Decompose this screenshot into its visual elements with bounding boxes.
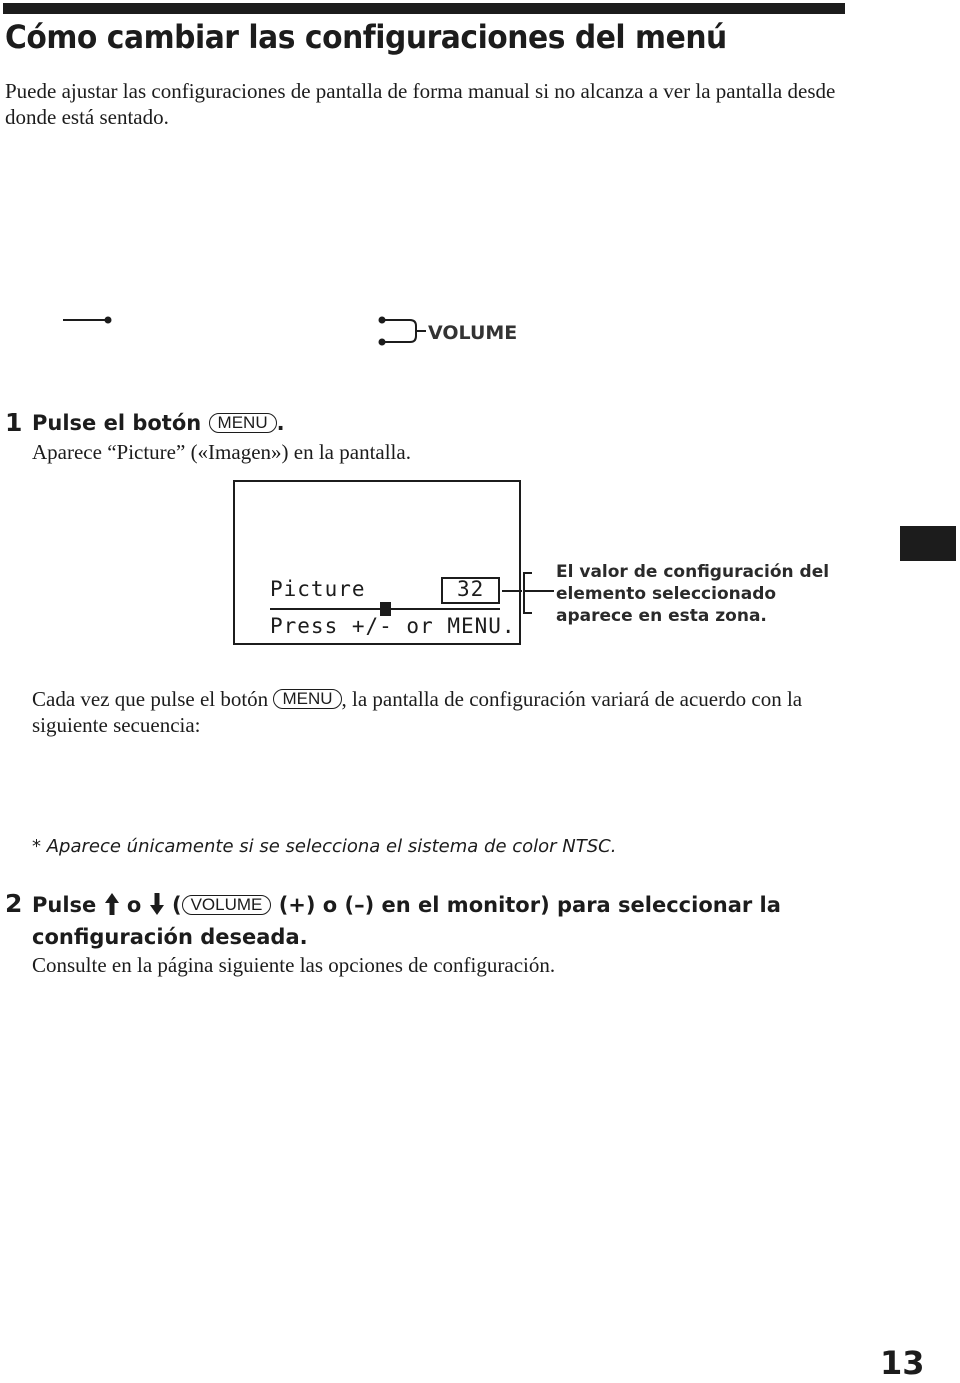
step-2-instruction <box>32 892 781 917</box>
menu-key-inline: MENU <box>273 689 341 709</box>
osd-hint: Press +/- or MENU. <box>270 614 516 638</box>
arrow-down-icon <box>149 892 165 916</box>
arrow-up-icon <box>104 892 120 916</box>
callout-text: El valor de configuración del elemento seleccionado aparece en esta zona. <box>556 562 830 626</box>
volume-key: VOLUME <box>182 895 272 915</box>
sequence-paragraph <box>32 686 832 738</box>
remote-button-indicator-icon <box>60 310 120 330</box>
step-2-number: 2 <box>5 889 23 918</box>
intro-paragraph: Puede ajustar las configuraciones de pantalla de forma manual si no alcanza a ver la pantalla desde donde está sentado. <box>5 79 836 129</box>
step-1-instruction <box>32 411 285 435</box>
callout-bracket <box>502 570 556 618</box>
section-tab <box>900 526 956 561</box>
step-1-number: 1 <box>5 408 23 437</box>
osd-value: 32 <box>457 577 485 601</box>
volume-bracket-icon <box>372 314 428 348</box>
step-1-lead: Pulse el botón <box>32 411 202 435</box>
step-2-open-paren: ( <box>171 893 182 917</box>
page-title: Cómo cambiar las configuraciones del menú <box>5 18 727 56</box>
menu-key: MENU <box>209 413 277 433</box>
footnote: * Aparece únicamente si se selecciona el sistema de color NTSC. <box>32 836 617 857</box>
step-2-pulse: Pulse <box>32 893 97 917</box>
step-2-line-2: configuración deseada. <box>32 925 308 949</box>
step-2-description: Consulte en la página siguiente las opciones de configuración. <box>32 953 556 977</box>
sequence-text-before: Cada vez que pulse el botón <box>32 687 269 711</box>
header-rule <box>3 3 845 14</box>
step-1-description: Aparece “Picture” («Imagen») en la pantalla. <box>32 440 411 464</box>
volume-label: VOLUME <box>428 322 518 344</box>
page-number: 13 <box>880 1344 925 1382</box>
osd-item-label: Picture <box>270 577 366 601</box>
step-1-period: . <box>276 411 285 435</box>
step-2-or: o <box>126 893 142 917</box>
step-2-rest: (+) o (–) en el monitor) para seleccionar la <box>278 893 781 917</box>
sequence-text-after: , la pantalla de configuración variará de acuerdo con la siguiente secuencia: <box>32 687 803 737</box>
